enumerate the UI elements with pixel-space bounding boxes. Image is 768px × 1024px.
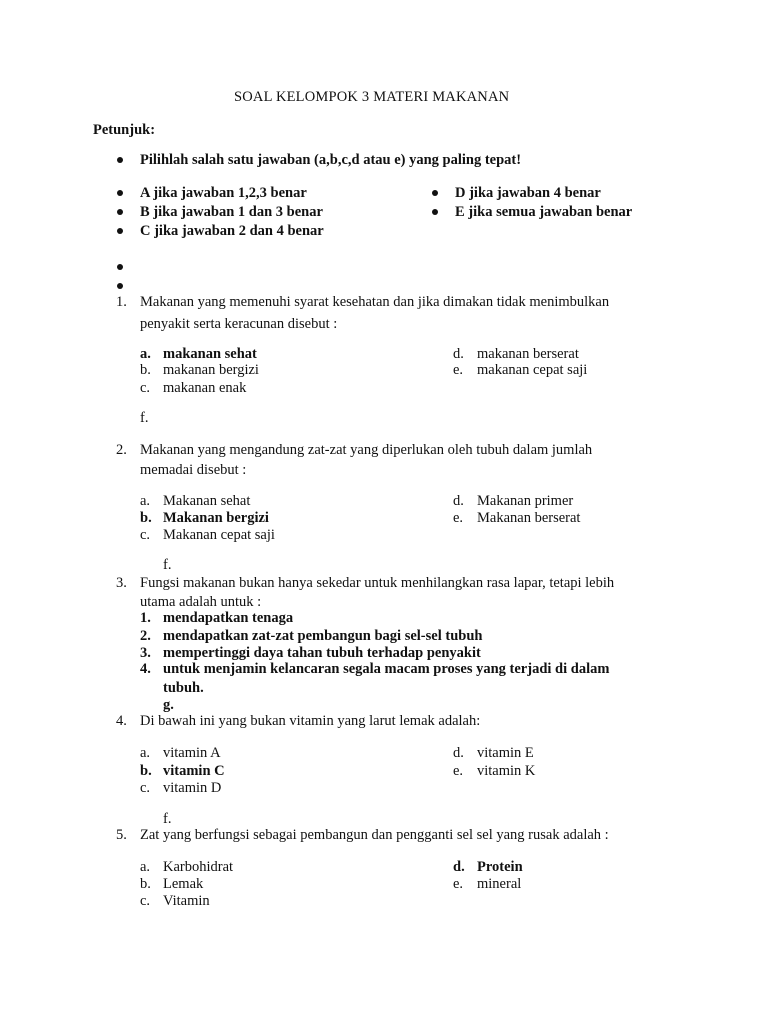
option-text: Lemak xyxy=(163,876,204,892)
option-text: Makanan cepat saji xyxy=(163,527,275,543)
option-text: makanan sehat xyxy=(163,346,257,362)
option-letter: b. xyxy=(140,876,151,892)
option-text: vitamin A xyxy=(163,745,221,761)
option-letter: c. xyxy=(140,527,151,543)
option-letter: a. xyxy=(140,745,151,761)
option-letter: c. xyxy=(140,380,151,396)
option-letter: f. xyxy=(163,811,172,827)
option-text: makanan enak xyxy=(163,380,247,396)
option-text: Vitamin xyxy=(163,893,210,909)
option-text: makanan bergizi xyxy=(163,362,259,378)
option-letter: b. xyxy=(140,763,152,779)
option-letter: e. xyxy=(453,510,464,526)
option-letter: g. xyxy=(163,697,174,713)
statement-number: 3. xyxy=(140,645,151,661)
rule-e: E jika semua jawaban benar xyxy=(455,204,633,220)
option-letter: f. xyxy=(140,410,149,426)
option-text: Makanan sehat xyxy=(163,493,251,509)
option-letter: e. xyxy=(453,876,464,892)
option-text: Protein xyxy=(477,859,523,875)
option-text: Makanan bergizi xyxy=(163,510,269,526)
question-text: memadai disebut : xyxy=(140,462,247,478)
option-letter: a. xyxy=(140,859,151,875)
option-text: Makanan berserat xyxy=(477,510,581,526)
rule-a: A jika jawaban 1,2,3 benar xyxy=(140,185,307,201)
option-letter: d. xyxy=(453,859,465,875)
option-letter: b. xyxy=(140,362,151,378)
option-text: makanan berserat xyxy=(477,346,579,362)
bullet-icon xyxy=(117,157,123,163)
statement-text: mendapatkan tenaga xyxy=(163,610,294,626)
option-letter: a. xyxy=(140,346,151,362)
option-text: Makanan primer xyxy=(477,493,574,509)
question-text: Makanan yang memenuhi syarat kesehatan dan jika dimakan tidak menimbulkan xyxy=(140,294,610,310)
statement-text: mempertinggi daya tahan tubuh terhadap penyakit xyxy=(163,645,481,661)
statement-number: 2. xyxy=(140,628,151,644)
option-text: vitamin C xyxy=(163,763,225,779)
rule-d: D jika jawaban 4 benar xyxy=(455,185,601,201)
rule-b: B jika jawaban 1 dan 3 benar xyxy=(140,204,323,220)
option-text: Karbohidrat xyxy=(163,859,234,875)
page-title: SOAL KELOMPOK 3 MATERI MAKANAN xyxy=(234,89,510,105)
question-text: Di bawah ini yang bukan vitamin yang larut lemak adalah: xyxy=(140,713,481,729)
option-letter: e. xyxy=(453,362,464,378)
statement-text: mendapatkan zat-zat pembangun bagi sel-sel tubuh xyxy=(163,628,483,644)
option-letter: c. xyxy=(140,893,151,909)
question-text: utama adalah untuk : xyxy=(140,594,262,610)
option-letter: a. xyxy=(140,493,151,509)
statement-text: tubuh. xyxy=(163,680,204,696)
option-text: vitamin K xyxy=(477,763,536,779)
bullet-icon xyxy=(117,228,123,234)
option-letter: c. xyxy=(140,780,151,796)
statement-number: 4. xyxy=(140,661,151,677)
question-number: 4. xyxy=(116,713,127,729)
option-letter: d. xyxy=(453,346,464,362)
option-letter: f. xyxy=(163,557,172,573)
option-letter: e. xyxy=(453,763,464,779)
option-text: makanan cepat saji xyxy=(477,362,588,378)
bullet-icon xyxy=(432,190,438,196)
question-text: Zat yang berfungsi sebagai pembangun dan pengganti sel sel yang rusak adalah : xyxy=(140,827,609,843)
question-text: penyakit serta keracunan disebut : xyxy=(140,316,338,332)
bullet-icon xyxy=(117,264,123,270)
option-letter: d. xyxy=(453,493,464,509)
statement-text: untuk menjamin kelancaran segala macam proses yang terjadi di dalam xyxy=(163,661,610,677)
bullet-icon xyxy=(432,209,438,215)
option-text: vitamin D xyxy=(163,780,222,796)
question-number: 3. xyxy=(116,575,127,591)
bullet-icon xyxy=(117,209,123,215)
bullet-icon xyxy=(117,283,123,289)
option-text: vitamin E xyxy=(477,745,534,761)
rule-c: C jika jawaban 2 dan 4 benar xyxy=(140,223,324,239)
question-text: Fungsi makanan bukan hanya sekedar untuk menhilangkan rasa lapar, tetapi lebih xyxy=(140,575,615,591)
question-number: 1. xyxy=(116,294,127,310)
question-number: 5. xyxy=(116,827,127,843)
option-letter: d. xyxy=(453,745,464,761)
statement-number: 1. xyxy=(140,610,151,626)
question-number: 2. xyxy=(116,442,127,458)
option-text: mineral xyxy=(477,876,522,892)
option-letter: b. xyxy=(140,510,152,526)
instructions-main: Pilihlah salah satu jawaban (a,b,c,d atau e) yang paling tepat! xyxy=(140,152,522,168)
instructions-heading: Petunjuk: xyxy=(93,122,156,138)
question-text: Makanan yang mengandung zat-zat yang diperlukan oleh tubuh dalam jumlah xyxy=(140,442,593,458)
bullet-icon xyxy=(117,190,123,196)
